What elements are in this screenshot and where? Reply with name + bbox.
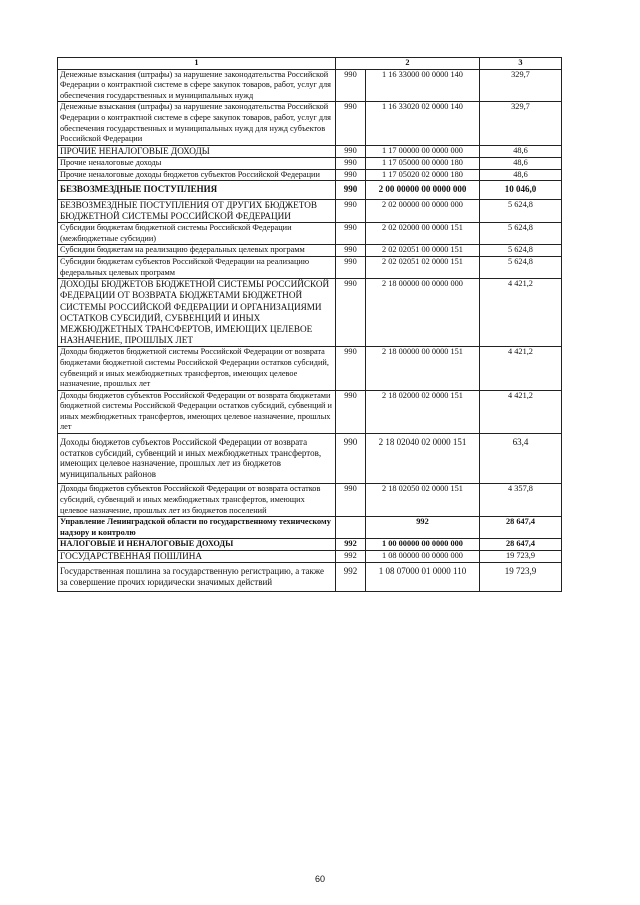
table-header-row	[58, 58, 562, 70]
amount-cell: 5 624,8	[480, 245, 562, 257]
amount-cell: 4 421,2	[480, 390, 562, 433]
amount-cell: 48,6	[480, 157, 562, 169]
amount-cell: 28 647,4	[480, 517, 562, 539]
amount-cell: 5 624,8	[480, 256, 562, 278]
administrator-code-cell: 990	[336, 199, 366, 222]
table-row	[58, 245, 562, 257]
table-row	[58, 157, 562, 169]
budget-classification-code-cell: 2 18 00000 00 0000 151	[366, 347, 480, 390]
administrator-code-cell: 990	[336, 145, 366, 157]
amount-cell: 48,6	[480, 145, 562, 157]
amount-cell: 10 046,0	[480, 181, 562, 200]
header-column-3: 3	[480, 58, 562, 70]
table-row	[58, 279, 562, 347]
table-row	[58, 539, 562, 551]
table-row	[58, 347, 562, 390]
income-name-cell: Денежные взыскания (штрафы) за нарушение законодательства Российской Федерации о контрактной системе в сфере закупок товаров, работ, услуг для обеспечения государственных и муниципальных нужд	[58, 69, 336, 102]
administrator-code-cell	[336, 517, 366, 539]
administrator-code-cell: 990	[336, 223, 366, 245]
budget-classification-code-cell: 1 17 00000 00 0000 000	[366, 145, 480, 157]
table-body	[58, 69, 562, 592]
table-row	[58, 434, 562, 484]
budget-classification-code-cell: 2 18 02040 02 0000 151	[366, 434, 480, 484]
table-row	[58, 551, 562, 563]
table-row	[58, 517, 562, 539]
income-name-cell: ГОСУДАРСТВЕННАЯ ПОШЛИНА	[58, 551, 336, 563]
administrator-code-cell: 990	[336, 181, 366, 200]
budget-classification-code-cell: 2 02 02051 02 0000 151	[366, 256, 480, 278]
amount-cell: 5 624,8	[480, 223, 562, 245]
income-name-cell: ПРОЧИЕ НЕНАЛОГОВЫЕ ДОХОДЫ	[58, 145, 336, 157]
income-name-cell: Прочие неналоговые доходы	[58, 157, 336, 169]
page-number: 60	[314, 874, 325, 884]
budget-classification-code-cell: 1 17 05000 00 0000 180	[366, 157, 480, 169]
budget-classification-code-cell: 2 02 02051 00 0000 151	[366, 245, 480, 257]
budget-classification-code-cell: 2 18 02050 02 0000 151	[366, 484, 480, 517]
table-row	[58, 390, 562, 433]
income-name-cell: НАЛОГОВЫЕ И НЕНАЛОГОВЫЕ ДОХОДЫ	[58, 539, 336, 551]
income-name-cell: Денежные взыскания (штрафы) за нарушение законодательства Российской Федерации о контрактной системе в сфере закупок товаров, работ, услуг для обеспечения государственных и муниципальных нужд для нужд субъектов Российской Федерации	[58, 102, 336, 145]
table-row	[58, 181, 562, 200]
income-name-cell: Субсидии бюджетам субъектов Российской Федерации на реализацию федеральных целевых программ	[58, 256, 336, 278]
amount-cell: 19 723,9	[480, 551, 562, 563]
table-row	[58, 223, 562, 245]
amount-cell: 48,6	[480, 169, 562, 181]
budget-classification-code-cell: 2 18 02000 02 0000 151	[366, 390, 480, 433]
income-name-cell: Управление Ленинградской области по государственному техническому надзору и контролю	[58, 517, 336, 539]
table-row	[58, 169, 562, 181]
income-name-cell: Прочие неналоговые доходы бюджетов субъектов Российской Федерации	[58, 169, 336, 181]
income-name-cell: Субсидии бюджетам бюджетной системы Российской Федерации (межбюджетные субсидии)	[58, 223, 336, 245]
budget-classification-code-cell: 1 17 05020 02 0000 180	[366, 169, 480, 181]
table-row	[58, 102, 562, 145]
amount-cell: 63,4	[480, 434, 562, 484]
income-name-cell: Доходы бюджетов субъектов Российской Федерации от возврата остатков субсидий, субвенций и иных межбюджетных трансфертов, имеющих целевое назначение, прошлых лет из бюджетов поселений	[58, 484, 336, 517]
budget-classification-code-cell: 2 02 00000 00 0000 000	[366, 199, 480, 222]
revenue-table	[57, 57, 562, 592]
budget-classification-code-cell: 1 00 00000 00 0000 000	[366, 539, 480, 551]
header-column-1: 1	[58, 58, 336, 70]
table-row	[58, 199, 562, 222]
income-name-cell: БЕЗВОЗМЕЗДНЫЕ ПОСТУПЛЕНИЯ ОТ ДРУГИХ БЮДЖЕТОВ БЮДЖЕТНОЙ СИСТЕМЫ РОССИЙСКОЙ ФЕДЕРАЦИИ	[58, 199, 336, 222]
budget-classification-code-cell: 992	[366, 517, 480, 539]
administrator-code-cell: 990	[336, 169, 366, 181]
income-name-cell: Субсидии бюджетам на реализацию федеральных целевых программ	[58, 245, 336, 257]
income-name-cell: ДОХОДЫ БЮДЖЕТОВ БЮДЖЕТНОЙ СИСТЕМЫ РОССИЙСКОЙ ФЕДЕРАЦИИ ОТ ВОЗВРАТА БЮДЖЕТАМИ БЮДЖЕТНОЙ СИСТЕМЫ РОССИЙСКОЙ ФЕДЕРАЦИИ И ОРГАНИЗАЦИЯМИ ОСТАТКОВ СУБСИДИЙ, СУБВЕНЦИЙ И ИНЫХ МЕЖБЮДЖЕТНЫХ ТРАНСФЕРТОВ, ИМЕЮЩИХ ЦЕЛЕВОЕ НАЗНАЧЕНИЕ, ПРОШЛЫХ ЛЕТ	[58, 279, 336, 347]
administrator-code-cell: 990	[336, 390, 366, 433]
administrator-code-cell: 990	[336, 347, 366, 390]
budget-classification-code-cell: 2 00 00000 00 0000 000	[366, 181, 480, 200]
income-name-cell: БЕЗВОЗМЕЗДНЫЕ ПОСТУПЛЕНИЯ	[58, 181, 336, 200]
budget-classification-code-cell: 2 18 00000 00 0000 000	[366, 279, 480, 347]
amount-cell: 329,7	[480, 69, 562, 102]
amount-cell: 28 647,4	[480, 539, 562, 551]
budget-classification-code-cell: 1 08 07000 01 0000 110	[366, 563, 480, 592]
administrator-code-cell: 990	[336, 484, 366, 517]
administrator-code-cell: 990	[336, 69, 366, 102]
table-row	[58, 256, 562, 278]
income-name-cell: Доходы бюджетов субъектов Российской Федерации от возврата остатков субсидий, субвенций и иных межбюджетных трансфертов, имеющих целевое назначение, прошлых лет из бюджетов муниципальных районов	[58, 434, 336, 484]
table-row	[58, 563, 562, 592]
income-name-cell: Доходы бюджетов субъектов Российской Федерации от возврата бюджетами бюджетной системы Российской Федерации остатков субсидий, субвенций и иных межбюджетных трансфертов, имеющих целевое назначение, прошлых лет	[58, 390, 336, 433]
administrator-code-cell: 992	[336, 563, 366, 592]
amount-cell: 4 421,2	[480, 279, 562, 347]
administrator-code-cell: 990	[336, 157, 366, 169]
amount-cell: 19 723,9	[480, 563, 562, 592]
header-column-2: 2	[336, 58, 480, 70]
table-row	[58, 145, 562, 157]
administrator-code-cell: 990	[336, 102, 366, 145]
income-name-cell: Государственная пошлина за государственную регистрацию, а также за совершение прочих юридически значимых действий	[58, 563, 336, 592]
administrator-code-cell: 990	[336, 256, 366, 278]
amount-cell: 329,7	[480, 102, 562, 145]
budget-classification-code-cell: 1 16 33020 02 0000 140	[366, 102, 480, 145]
administrator-code-cell: 990	[336, 434, 366, 484]
amount-cell: 5 624,8	[480, 199, 562, 222]
amount-cell: 4 421,2	[480, 347, 562, 390]
administrator-code-cell: 990	[336, 279, 366, 347]
budget-classification-code-cell: 2 02 02000 00 0000 151	[366, 223, 480, 245]
budget-classification-code-cell: 1 08 00000 00 0000 000	[366, 551, 480, 563]
administrator-code-cell: 990	[336, 245, 366, 257]
income-name-cell: Доходы бюджетов бюджетной системы Российской Федерации от возврата бюджетами бюджетной системы Российской Федерации остатков субсидий, субвенций и иных межбюджетных трансфертов, имеющих целевое назначение, прошлых лет	[58, 347, 336, 390]
amount-cell: 4 357,8	[480, 484, 562, 517]
administrator-code-cell: 992	[336, 551, 366, 563]
table-row	[58, 484, 562, 517]
table-row	[58, 69, 562, 102]
administrator-code-cell: 992	[336, 539, 366, 551]
budget-classification-code-cell: 1 16 33000 00 0000 140	[366, 69, 480, 102]
